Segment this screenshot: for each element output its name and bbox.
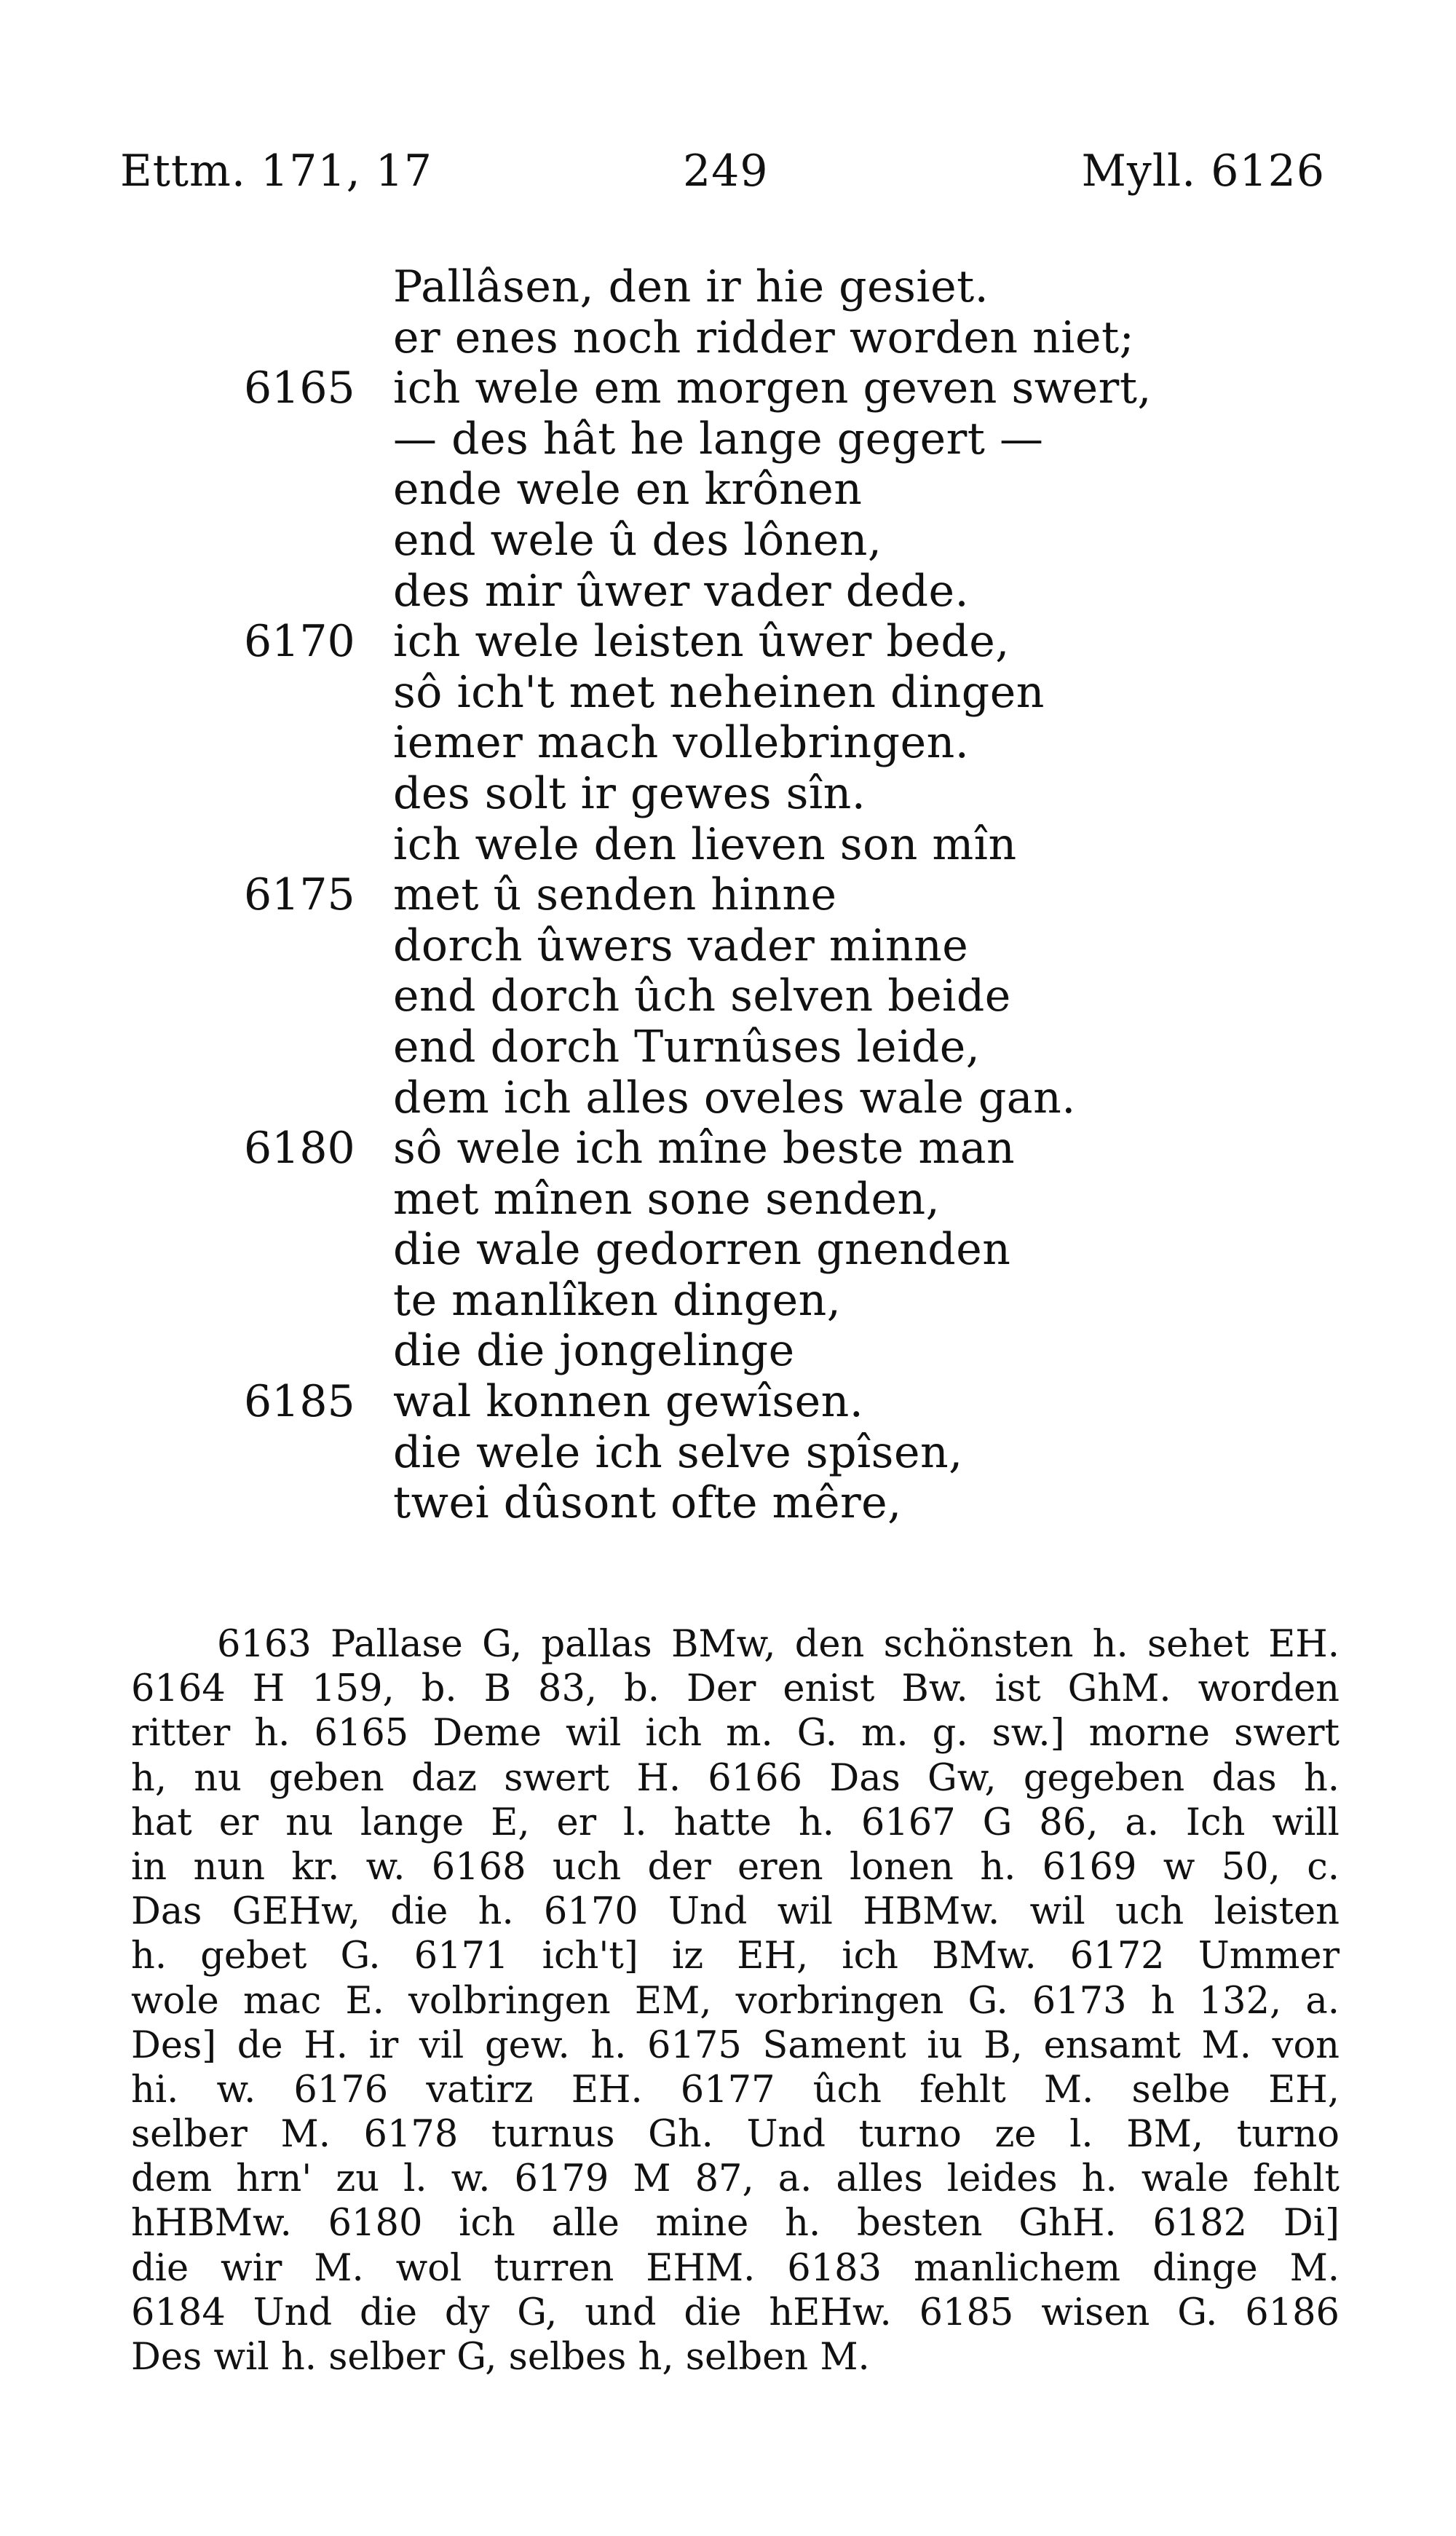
verse-line (0, 820, 1456, 871)
critical-apparatus (131, 1622, 1340, 2379)
verse-line (0, 1123, 1456, 1174)
verse-line (0, 1225, 1456, 1276)
verse-line (0, 1022, 1456, 1073)
verse-text: end dorch ûch selven beide (393, 971, 1011, 1022)
verse-line (0, 1276, 1456, 1327)
verse-text: die die jongelinge (393, 1325, 795, 1377)
verse-line (0, 1428, 1456, 1479)
apparatus-line: wole mac E. volbringen EM, vorbringen G. 6173 h 132, a. (131, 1979, 1340, 2023)
verse-text: des mir ûwer vader dede. (393, 565, 970, 617)
verse-text: die wele ich selve spîsen, (393, 1426, 963, 1478)
apparatus-line: in nun kr. w. 6168 uch der eren lonen h. 6169 w 50, c. (131, 1845, 1340, 1889)
line-number: 6185 (244, 1376, 355, 1428)
verse-line (0, 1377, 1456, 1428)
verse-line (0, 718, 1456, 769)
verse-line (0, 363, 1456, 414)
verse-line (0, 566, 1456, 617)
verse-text: te manlîken dingen, (393, 1274, 842, 1326)
apparatus-line: 6163 Pallase G, pallas BMw, den schönsten h. sehet EH. (217, 1623, 1340, 1666)
verse-text: Pallâsen, den ir hie gesiet. (393, 261, 989, 312)
verse-text: iemer mach vollebringen. (393, 717, 970, 769)
apparatus-line: ritter h. 6165 Deme wil ich m. G. m. g. sw.] morne swert (131, 1712, 1340, 1755)
verse-text: wal konnen gewîsen. (393, 1376, 864, 1428)
verse-line (0, 516, 1456, 566)
verse-line (0, 668, 1456, 719)
verse-line (0, 262, 1456, 313)
verse-text: ich wele den lieven son mîn (393, 818, 1017, 870)
apparatus-line: 6184 Und die dy G, und die hEHw. 6185 wisen G. 6186 (131, 2291, 1340, 2334)
apparatus-line: hi. w. 6176 vatirz EH. 6177 ûch fehlt M. selbe EH, (131, 2068, 1340, 2112)
verse-line (0, 313, 1456, 364)
verse-line (0, 769, 1456, 820)
apparatus-line: die wir M. wol turren EHM. 6183 manlichem dinge M. (131, 2246, 1340, 2290)
verse-text: dorch ûwers vader minne (393, 920, 969, 971)
verse-text: des solt ir gewes sîn. (393, 767, 866, 819)
verse-line (0, 1478, 1456, 1529)
verse-text: — des hât he lange gegert — (393, 413, 1044, 465)
verse-line (0, 617, 1456, 668)
verse-text: er enes noch ridder worden niet; (393, 312, 1135, 363)
verse-text: ich wele em morgen geven swert, (393, 363, 1152, 414)
verse-line (0, 414, 1456, 465)
verse-text: end wele û des lônen, (393, 514, 882, 566)
page-number: 249 (683, 146, 769, 197)
apparatus-line: hat er nu lange E, er l. hatte h. 6167 G 86, a. Ich will (131, 1801, 1340, 1844)
verse-text: ich wele leisten ûwer bede, (393, 616, 1010, 668)
verse-text: met û senden hinne (393, 869, 837, 921)
verse-text: end dorch Turnûses leide, (393, 1021, 981, 1073)
verse-line (0, 921, 1456, 972)
apparatus-line: h, nu geben daz swert H. 6166 Das Gw, gegeben das h. (131, 1756, 1340, 1800)
verse-text: ende wele en krônen (393, 464, 863, 516)
verse-text: die wale gedorren gnenden (393, 1224, 1011, 1276)
apparatus-line: 6164 H 159, b. B 83, b. Der enist Bw. ist GhM. worden (131, 1667, 1340, 1711)
verse-line (0, 465, 1456, 516)
line-number: 6180 (244, 1123, 355, 1174)
verse-text: sô wele ich mîne beste man (393, 1123, 1016, 1174)
verse-line (0, 971, 1456, 1022)
verse-line (0, 870, 1456, 921)
verse-text: met mînen sone senden, (393, 1173, 941, 1225)
apparatus-line: Des] de H. ir vil gew. h. 6175 Sament iu B, ensamt M. von (131, 2023, 1340, 2067)
line-number: 6165 (244, 363, 355, 414)
verse-text: sô ich't met neheinen dingen (393, 666, 1045, 718)
apparatus-line: h. gebet G. 6171 ich't] iz EH, ich BMw. 6172 Ummer (131, 1935, 1340, 1978)
verse-block (0, 262, 1456, 1529)
apparatus-line: Das GEHw, die h. 6170 Und wil HBMw. wil uch leisten (131, 1890, 1340, 1934)
running-head-right: Myll. 6126 (1081, 146, 1325, 197)
line-number: 6175 (244, 869, 355, 921)
apparatus-line: hHBMw. 6180 ich alle mine h. besten GhH. 6182 Di] (131, 2202, 1340, 2245)
verse-line (0, 1174, 1456, 1225)
verse-line (0, 1326, 1456, 1377)
verse-line (0, 1073, 1456, 1124)
verse-text: twei dûsont ofte mêre, (393, 1477, 902, 1529)
apparatus-line: dem hrn' zu l. w. 6179 M 87, a. alles leides h. wale fehlt (131, 2157, 1340, 2201)
running-head-left: Ettm. 171, 17 (120, 146, 433, 197)
verse-text: dem ich alles oveles wale gan. (393, 1072, 1076, 1123)
apparatus-line: Des wil h. selber G, selbes h, selben M. (131, 2336, 870, 2379)
line-number: 6170 (244, 616, 355, 668)
apparatus-line: selber M. 6178 turnus Gh. Und turno ze l. BM, turno (131, 2113, 1340, 2157)
